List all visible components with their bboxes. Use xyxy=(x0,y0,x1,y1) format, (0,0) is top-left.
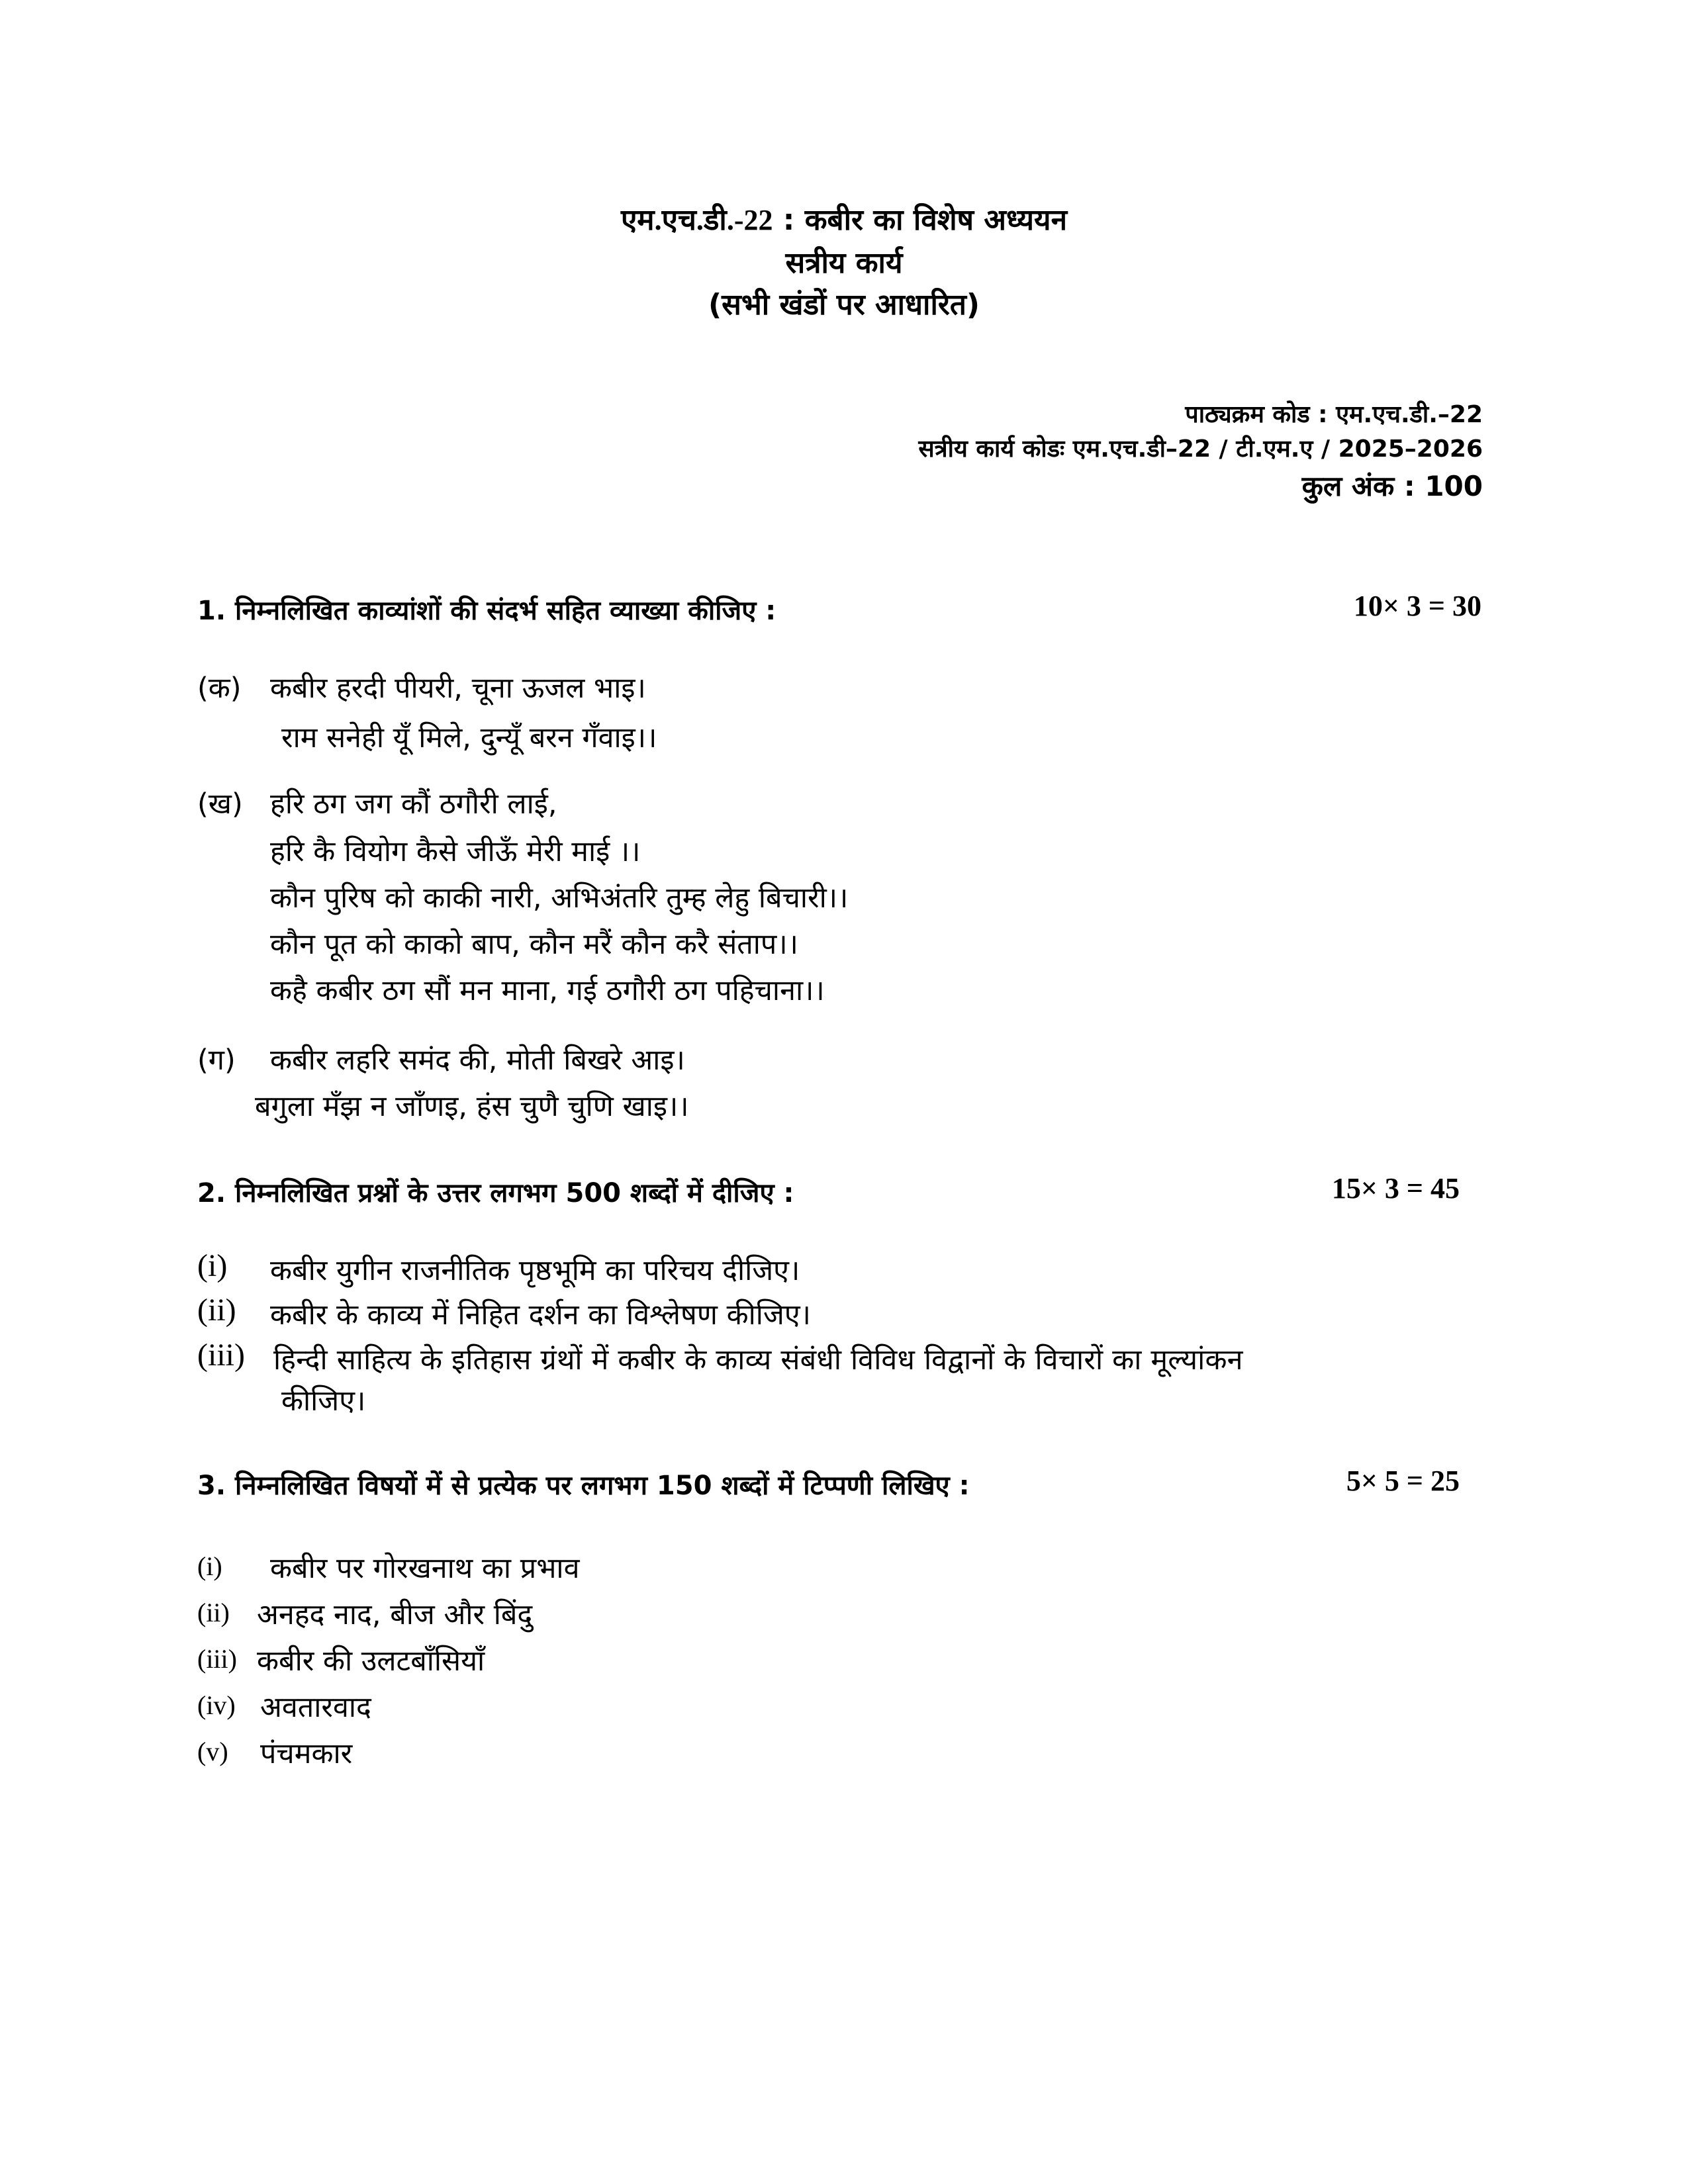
q3-item-text: अवतारवाद xyxy=(260,1691,371,1724)
page-title xyxy=(0,199,1688,238)
page-subtitle: सत्रीय कार्य xyxy=(785,246,903,280)
q1-verse-line: बगुला मँझ न जाँणइ, हंस चुणै चुणि खाइ।। xyxy=(255,1090,689,1123)
q1-verse-line: हरि ठग जग कौं ठगौरी लाई, xyxy=(270,788,557,821)
q1-verse-line: हरि कै वियोग कैसे जीऊँ मेरी माई ।। xyxy=(270,835,641,868)
page-basis: (सभी खंडों पर आधारित) xyxy=(708,288,980,322)
q1-verse-line: राम सनेही यूँ मिले, दुन्यूँ बरन गँवाइ।। xyxy=(281,721,657,754)
q2-item-text: कबीर के काव्य में निहित दर्शन का विश्लेषण कीजिए। xyxy=(270,1298,811,1332)
q3-item-text: पंचमकार xyxy=(260,1737,353,1770)
q2-item-text: हिन्दी साहित्य के इतिहास ग्रंथों में कबीर के काव्य संबंधी विविध विद्वानों के विचारों का मूल्यांकन xyxy=(273,1343,1243,1377)
q2-item-label: (ii) xyxy=(197,1293,236,1328)
q1-verse-line: कौन पुरिष को काकी नारी, अभिअंतरि तुम्ह लेहु बिचारी।। xyxy=(270,882,849,915)
q1-verse-line: कहै कबीर ठग सौं मन माना, गई ठगौरी ठग पहिचाना।। xyxy=(270,974,825,1007)
course-code-title: एम.एच.डी.-22 xyxy=(620,204,773,236)
q3-heading: 3. निम्नलिखित विषयों में से प्रत्येक पर लगभग 150 शब्दों में टिप्पणी लिखिए : xyxy=(197,1471,970,1501)
q2-item-label: (i) xyxy=(197,1248,228,1283)
q1-item-label: (क) xyxy=(197,672,242,705)
course-code: पाठ्यक्रम कोड : एम.एच.डी.–22 xyxy=(1185,401,1483,428)
q1-marks: 10× 3 = 30 xyxy=(1353,590,1481,622)
q2-heading: 2. निम्नलिखित प्रश्नों के उत्तर लगभग 500 शब्दों में दीजिए : xyxy=(197,1178,794,1208)
q3-item-text: कबीर पर गोरखनाथ का प्रभाव xyxy=(270,1552,580,1585)
q2-item-label: (iii) xyxy=(197,1338,245,1373)
q3-item-label: (v) xyxy=(197,1737,228,1766)
q1-verse-line: कबीर हरदी पीयरी, चूना ऊजल भाइ। xyxy=(270,672,646,705)
q3-item-label: (iii) xyxy=(197,1644,237,1674)
q1-heading: 1. निम्नलिखित काव्यांशों की संदर्भ सहित व्याख्या कीजिए : xyxy=(197,596,776,626)
total-marks: कुल अंक : 100 xyxy=(1301,470,1483,502)
q1-verse-line: कौन पूत को काको बाप, कौन मरैं कौन करै संताप।। xyxy=(270,928,798,961)
title-separator: : xyxy=(773,203,805,237)
q3-item-label: (i) xyxy=(197,1551,222,1581)
course-name: कबीर का विशेष अध्ययन xyxy=(804,203,1068,237)
q3-item-label: (iv) xyxy=(197,1690,236,1720)
q3-item-label: (ii) xyxy=(197,1598,230,1627)
q2-item-text: कबीर युगीन राजनीतिक पृष्ठभूमि का परिचय दीजिए। xyxy=(270,1254,800,1287)
q3-item-text: अनहद नाद, बीज और बिंदु xyxy=(257,1598,533,1631)
q1-item-label: (ख) xyxy=(197,788,243,821)
q3-marks: 5× 5 = 25 xyxy=(1346,1465,1460,1497)
q3-item-text: कबीर की उलटबाँसियाँ xyxy=(257,1645,485,1678)
q2-marks: 15× 3 = 45 xyxy=(1331,1172,1460,1205)
q1-item-label: (ग) xyxy=(197,1044,236,1077)
q2-item-text-cont: कीजिए। xyxy=(281,1385,366,1418)
q1-verse-line: कबीर लहरि समंद की, मोती बिखरे आइ। xyxy=(270,1044,685,1077)
assignment-code: सत्रीय कार्य कोडः एम.एच.डी–22 / टी.एम.ए / 2025–2026 xyxy=(918,435,1483,463)
